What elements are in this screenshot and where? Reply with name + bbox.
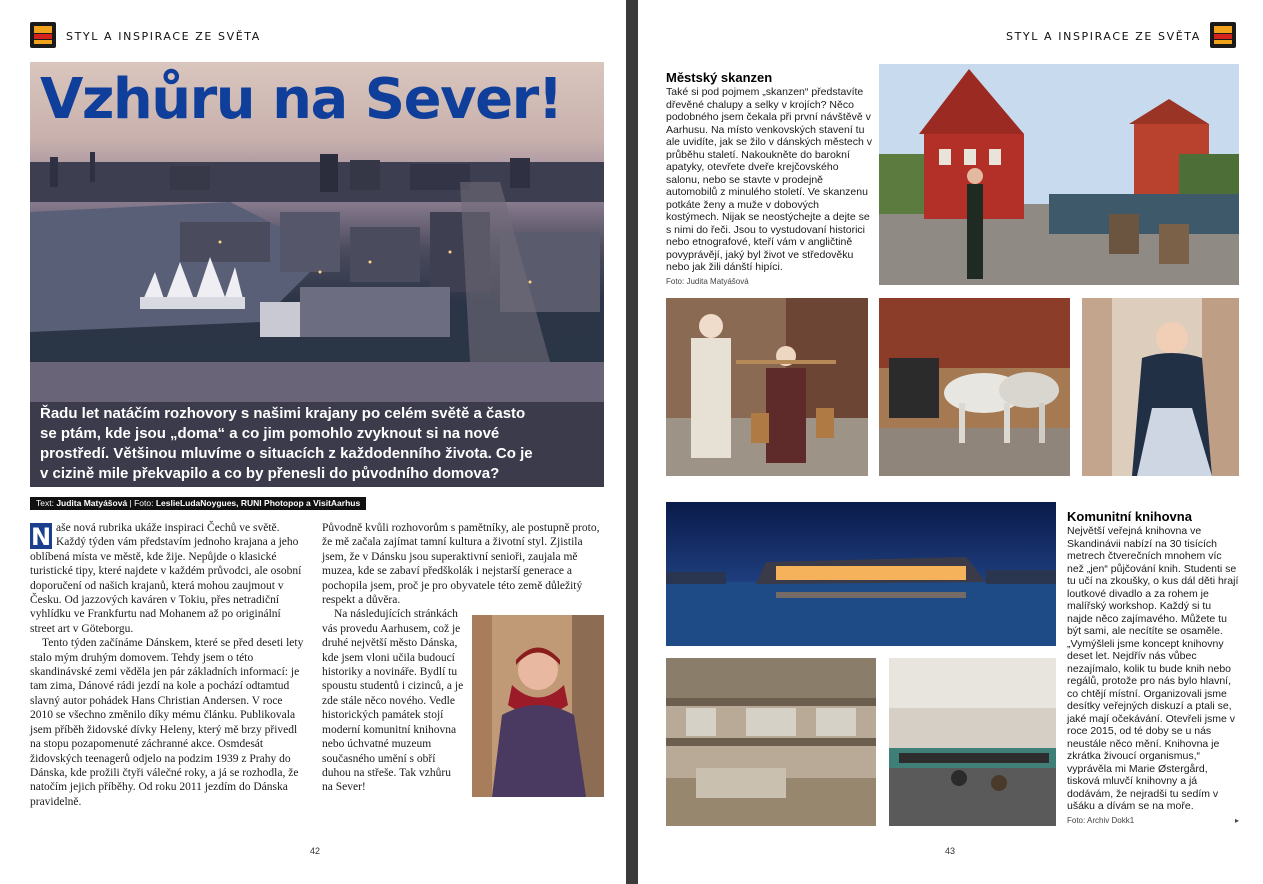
skanzen-text: Také si pod pojmem „skanzen“ představíte dřevěné chalupy a selky v krojích? Něco podobného jsem čekala při první návštěvě v Aarhusu. Na místo venkovských stavení tu ale uvidíte, jak se žilo v dánských městech v průběhu staletí. Nakoukněte do barokní apatyky, otevřete dveře krejčovského salonu, nebo se stavte v prodejně automobilů z minulého století. Ve skanzenu potkáte ženy a muže v dobových kostýmech. Nijak se neostýchejte a dejte se s nimi do řeči. Jsou to vystudovaní historici nebo etnografové, kteří vám v angličtině povyprávějí, jaký byl život ve středověku nebo jak žili dánští hipíci. Foto: Judita Matyášová [666,86,872,288]
library-heading: Komunitní knihovna [1067,509,1192,524]
library-photo-credit: Foto: Archiv Dokk1 ▸ [1067,815,1239,828]
magazine-logo [30,22,56,48]
article-lead: Řadu let natáčím rozhovory s našimi krajany po celém světě a často se ptám, kde jsou „doma“ a co jim pomohlo zvyknout si na nové prostředí. Většinou mluvíme o situacích z každodenního života. Co je v cizině mile překvapilo a co by přenesli do původního domova? [40,405,533,482]
continue-arrow-icon: ▸ [1234,815,1239,825]
photo-woman-costume [1082,298,1239,476]
paragraph-denmark: Tento týden začínáme Dánskem, které se před deseti lety stalo mým druhým domovem. Tehdy jsem o této skandinávské zemi věděla jen pár základních informací: je tam zima, Dánové rádi jezdí na kole a pochází odtamtud slavný autor pohádek Hans Christian Andersen. V roce 2010 se všechno změnilo díky mému článku. Publikovala jsem příběh židovské dívky Heleny, který mě brzy přivedl na stopu pozapomenuté záchranné akce. Osmdesát židovských teenagerů odjelo na podzim 1939 z Prahy do Dánska, kde prožili čtyři válečné roky, a já se rozhodla, že natočím jejich příběhy. Od roku 2011 jezdím do Dánska pravidelně. [30,637,304,808]
library-text: Největší veřejná knihovna ve Skandinávii nabízí na 30 tisících metrech čtverečních mnohem víc než „jen“ půjčování knih. Studenti se tu učí na zkoušky, o kus dál děti hrají loutkové divadlo a za rohem je malířský workshop. Každý si tu najde něco zajímavého. Můžete tu být sami, ale necítíte se osaměle. „Vymýšleli jsme koncept knihovny deset let. Nejdřív nás vůbec nezajímalo, kolik tu bude knih nebo regálů, protože pro nás bylo hlavní, co chtějí místní. Organizovali jsme desítky veřejných diskuzí a ptali se, jaké mají očekávání. Otevřeli jsme v roce 2015, od té doby se u nás neustále něco mění. Knihovna je zkrátka živoucí organismus,“ vyprávěla mi Marie Østergård, tisková mluvčí knihovny a já dodávám, že nejradši tu sedím v ušáku a dívám se na moře. Foto: Archiv Dokk1 ▸ [1067,525,1239,827]
photo-library-interior-atrium [666,658,876,826]
right-page [638,0,1263,884]
body-column-2 [322,521,604,797]
article-credit: Text: Judita Matyášová | Foto: LeslieLudaNoygues, RUNI Photopop a VisitAarhus [30,497,366,510]
article-title: Vzhůru na Sever! [40,67,562,132]
photo-old-town-red-house [879,64,1239,285]
photo-horse-carriage [879,298,1070,476]
photo-library-dokk1-night [666,502,1056,646]
body-column-1 [30,521,308,809]
author-portrait-illustration [472,615,604,797]
hero-photo-aarhus-harbour [30,62,604,487]
paragraph-aarhus: Na následujících stránkách vás provedu Aarhusem, což je druhé největší město Dánska, kde jsem vloni učila budoucí historiky a novináře. Bydlí tu spoustu studentů i cizinců, a je zde stále něco nového. Vedle historických památek stojí moderní komunitní knihovna nebo úchvatné muzeum současného umění s obří duhou na střeše. Tak vzhůru na Sever! [322,608,464,794]
portrait-photo-author [472,615,604,797]
running-head: STYL A INSPIRACE ZE SVĚTA [66,30,261,43]
magazine-logo-right [1210,22,1236,48]
skanzen-photo-credit: Foto: Judita Matyášová [666,276,749,286]
left-page [0,0,626,884]
skanzen-heading: Městský skanzen [666,70,773,85]
photo-library-reading-area [889,658,1056,826]
drop-cap: N [30,523,52,551]
page-number-right: 43 [945,846,956,856]
page-number-left: 42 [310,846,321,856]
running-head-right: STYL A INSPIRACE ZE SVĚTA [1006,30,1201,43]
intro-paragraph: aše nová rubrika ukáže inspiraci Čechů ve světě. Každý týden vám představím jednoho krajana a jeho oblíbená místa ve městě, kde žije. Nepůjde o klasické turistické tipy, které najdete v každém průvodci, ale osobní doporučení od našich krajanů, která mohou zaujmout v Česku. Od jazzových kaváren v Tokiu, přes netradiční vyhlídku ve Frankfurtu nad Mohanem až po originální street art v Göteborgu. [30,522,302,635]
photo-water-carriers [666,298,868,476]
paragraph-culture: Původně kvůli rozhovorům s pamětníky, ale postupně proto, že mě začala zajímat tamní kultura a životní styl. Zjistila jsem, že v Dánsku jsou superaktivní senioři, zaujala mě muzea, kde se zabaví předškolák i nejstarší generace a pochopila jsem, proč je pro obyvatele této země důležitý respekt a důvěra. [322,522,600,607]
